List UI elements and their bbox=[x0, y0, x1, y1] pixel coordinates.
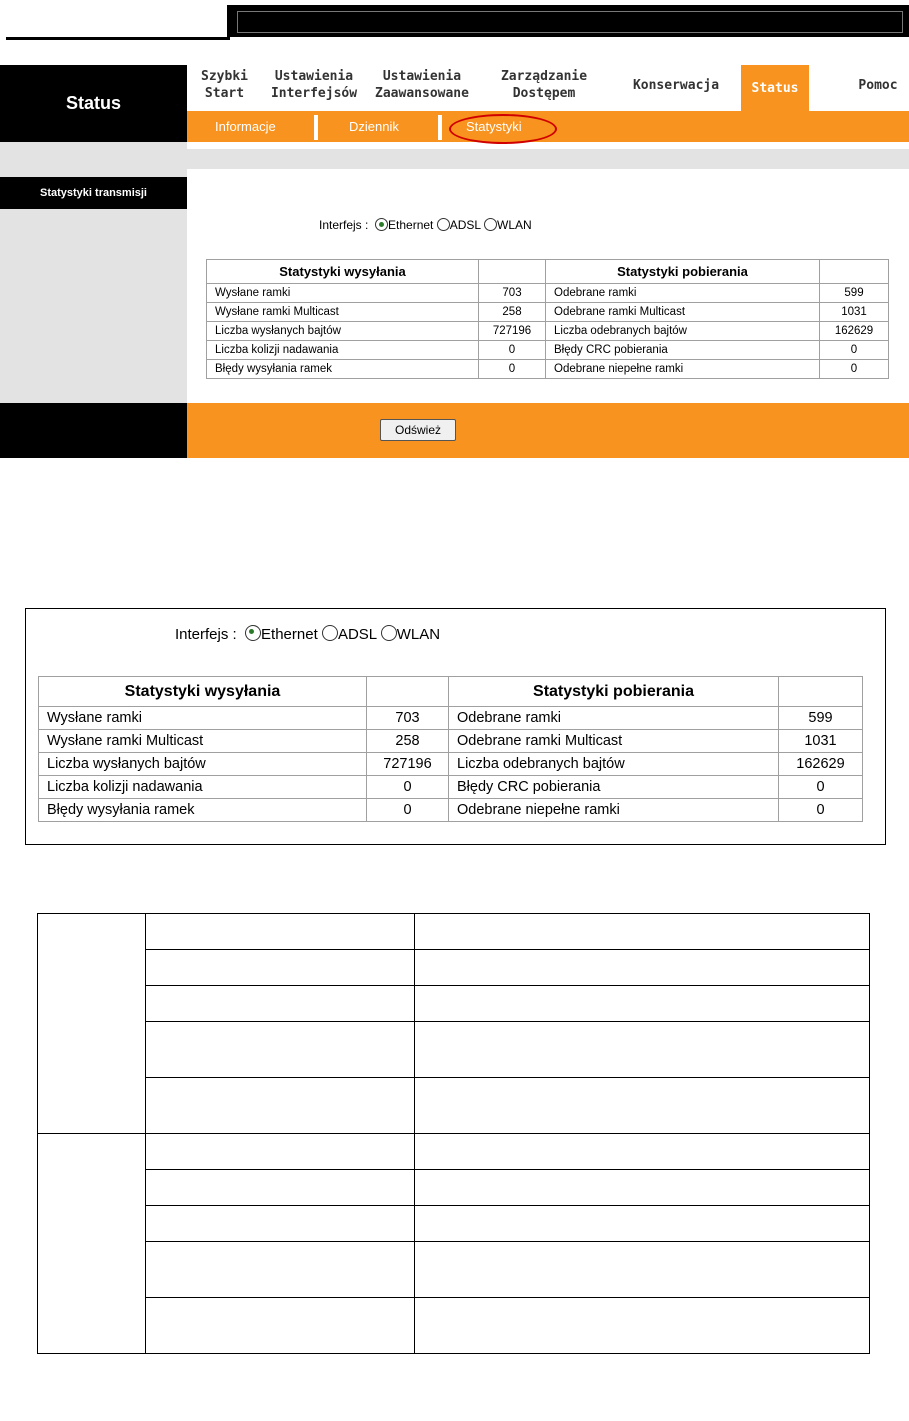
desc-cell bbox=[415, 1022, 870, 1078]
send-value: 703 bbox=[367, 707, 449, 730]
radio-ethernet[interactable] bbox=[245, 625, 261, 641]
tab-advanced-setup[interactable]: Ustawienia Zaawansowane bbox=[375, 69, 469, 101]
recv-label: Błędy CRC pobierania bbox=[449, 776, 779, 799]
send-label: Liczba wysłanych bajtów bbox=[207, 322, 479, 341]
radio-adsl-label: ADSL bbox=[449, 218, 481, 232]
recv-label: Odebrane ramki bbox=[449, 707, 779, 730]
desc-cell bbox=[146, 1134, 415, 1170]
recv-value-header bbox=[779, 677, 863, 707]
send-value-header bbox=[479, 260, 546, 284]
recv-value: 1031 bbox=[820, 303, 889, 322]
recv-label: Błędy CRC pobierania bbox=[546, 341, 820, 360]
main-tab-bar bbox=[187, 65, 909, 111]
page-title: Status bbox=[0, 65, 187, 142]
send-label: Liczba kolizji nadawania bbox=[207, 341, 479, 360]
tab-help[interactable]: Pomoc bbox=[858, 78, 898, 93]
interface-label: Interfejs : bbox=[175, 626, 237, 643]
tab-interface-setup[interactable]: Ustawienia Interfejsów bbox=[270, 69, 358, 101]
desc-cell bbox=[415, 1134, 870, 1170]
table-row bbox=[207, 284, 889, 303]
radio-wlan-label: WLAN bbox=[497, 218, 532, 232]
zoomed-statistics-screenshot bbox=[25, 608, 886, 845]
send-label: Błędy wysyłania ramek bbox=[39, 799, 367, 822]
radio-ethernet-label: Ethernet bbox=[388, 218, 434, 232]
desc-cell bbox=[146, 1022, 415, 1078]
send-label: Wysłane ramki bbox=[207, 284, 479, 303]
radio-adsl-label: ADSL bbox=[337, 626, 377, 643]
recv-label: Odebrane ramki bbox=[546, 284, 820, 303]
tab-status[interactable]: Status bbox=[741, 65, 809, 111]
recv-label: Odebrane niepełne ramki bbox=[449, 799, 779, 822]
radio-adsl[interactable] bbox=[437, 218, 450, 231]
send-stats-header: Statystyki wysyłania bbox=[39, 677, 367, 707]
send-label: Błędy wysyłania ramek bbox=[207, 360, 479, 379]
recv-value: 0 bbox=[779, 799, 863, 822]
table-row bbox=[39, 730, 863, 753]
stats-table bbox=[38, 676, 863, 822]
subtab-log[interactable]: Dziennik bbox=[349, 119, 399, 134]
desc-group-cell bbox=[38, 1134, 146, 1354]
desc-cell bbox=[146, 914, 415, 950]
recv-value: 1031 bbox=[779, 730, 863, 753]
desc-cell bbox=[415, 1078, 870, 1134]
radio-ethernet[interactable] bbox=[375, 218, 388, 231]
interface-label: Interfejs : bbox=[319, 218, 369, 232]
send-stats-header: Statystyki wysyłania bbox=[207, 260, 479, 284]
desc-cell bbox=[415, 1242, 870, 1298]
send-label: Wysłane ramki Multicast bbox=[207, 303, 479, 322]
desc-cell bbox=[146, 1170, 415, 1206]
desc-cell bbox=[146, 1242, 415, 1298]
bottom-left-block bbox=[0, 403, 187, 458]
recv-label: Odebrane ramki Multicast bbox=[449, 730, 779, 753]
send-value: 0 bbox=[367, 799, 449, 822]
subtab-divider bbox=[314, 115, 318, 140]
desc-cell bbox=[146, 1078, 415, 1134]
table-row bbox=[39, 776, 863, 799]
highlight-circle bbox=[449, 114, 557, 144]
doc-header-frame bbox=[237, 11, 903, 33]
desc-cell bbox=[146, 1298, 415, 1354]
table-row bbox=[207, 322, 889, 341]
radio-wlan[interactable] bbox=[484, 218, 497, 231]
desc-cell bbox=[146, 1206, 415, 1242]
send-value: 727196 bbox=[367, 753, 449, 776]
desc-cell bbox=[415, 950, 870, 986]
gray-band bbox=[0, 149, 909, 169]
recv-label: Liczba odebranych bajtów bbox=[546, 322, 820, 341]
desc-cell bbox=[415, 914, 870, 950]
radio-wlan[interactable] bbox=[381, 625, 397, 641]
desc-cell bbox=[146, 950, 415, 986]
recv-label: Odebrane ramki Multicast bbox=[546, 303, 820, 322]
table-row bbox=[207, 303, 889, 322]
table-row bbox=[39, 799, 863, 822]
radio-wlan-label: WLAN bbox=[396, 626, 441, 643]
send-label: Liczba wysłanych bajtów bbox=[39, 753, 367, 776]
table-row bbox=[207, 341, 889, 360]
send-value: 258 bbox=[479, 303, 546, 322]
desc-cell bbox=[146, 986, 415, 1022]
tab-access-management[interactable]: Zarządzanie Dostępem bbox=[500, 69, 588, 101]
table-row bbox=[39, 707, 863, 730]
radio-adsl[interactable] bbox=[322, 625, 338, 641]
desc-group-cell bbox=[38, 914, 146, 1134]
desc-cell bbox=[415, 1206, 870, 1242]
send-value: 0 bbox=[367, 776, 449, 799]
doc-header-rule bbox=[6, 37, 230, 40]
recv-stats-header: Statystyki pobierania bbox=[449, 677, 779, 707]
recv-value: 162629 bbox=[820, 322, 889, 341]
send-label: Liczba kolizji nadawania bbox=[39, 776, 367, 799]
subtab-divider bbox=[438, 115, 442, 140]
recv-value: 0 bbox=[779, 776, 863, 799]
recv-value: 0 bbox=[820, 341, 889, 360]
refresh-button[interactable]: Odśwież bbox=[380, 419, 456, 441]
send-label: Wysłane ramki Multicast bbox=[39, 730, 367, 753]
send-value: 258 bbox=[367, 730, 449, 753]
recv-value: 599 bbox=[779, 707, 863, 730]
recv-stats-header: Statystyki pobierania bbox=[546, 260, 820, 284]
interface-selector bbox=[175, 625, 440, 643]
subtab-statistics[interactable]: Statystyki bbox=[466, 119, 522, 134]
table-row bbox=[39, 753, 863, 776]
desc-cell bbox=[415, 1298, 870, 1354]
tab-maintenance[interactable]: Konserwacja bbox=[632, 78, 720, 93]
bottom-action-bar bbox=[187, 403, 909, 458]
sub-tab-bar bbox=[187, 111, 909, 142]
stats-table bbox=[206, 259, 889, 379]
table-row bbox=[207, 360, 889, 379]
router-status-screenshot bbox=[0, 65, 909, 458]
send-value: 703 bbox=[479, 284, 546, 303]
statistics-panel bbox=[187, 177, 909, 403]
desc-cell bbox=[415, 1170, 870, 1206]
radio-ethernet-label: Ethernet bbox=[261, 626, 318, 643]
interface-selector bbox=[319, 218, 532, 232]
desc-cell bbox=[415, 986, 870, 1022]
send-value-header bbox=[367, 677, 449, 707]
recv-label: Liczba odebranych bajtów bbox=[449, 753, 779, 776]
send-value: 0 bbox=[479, 360, 546, 379]
recv-label: Odebrane niepełne ramki bbox=[546, 360, 820, 379]
section-label: Statystyki transmisji bbox=[0, 177, 187, 209]
send-value: 0 bbox=[479, 341, 546, 360]
tab-quick-start[interactable]: Szybki Start bbox=[201, 69, 248, 101]
recv-value: 599 bbox=[820, 284, 889, 303]
recv-value: 162629 bbox=[779, 753, 863, 776]
subtab-information[interactable]: Informacje bbox=[215, 119, 276, 134]
recv-value-header bbox=[820, 260, 889, 284]
doc-header-left bbox=[6, 6, 227, 36]
recv-value: 0 bbox=[820, 360, 889, 379]
send-label: Wysłane ramki bbox=[39, 707, 367, 730]
send-value: 727196 bbox=[479, 322, 546, 341]
description-table bbox=[37, 913, 870, 1354]
